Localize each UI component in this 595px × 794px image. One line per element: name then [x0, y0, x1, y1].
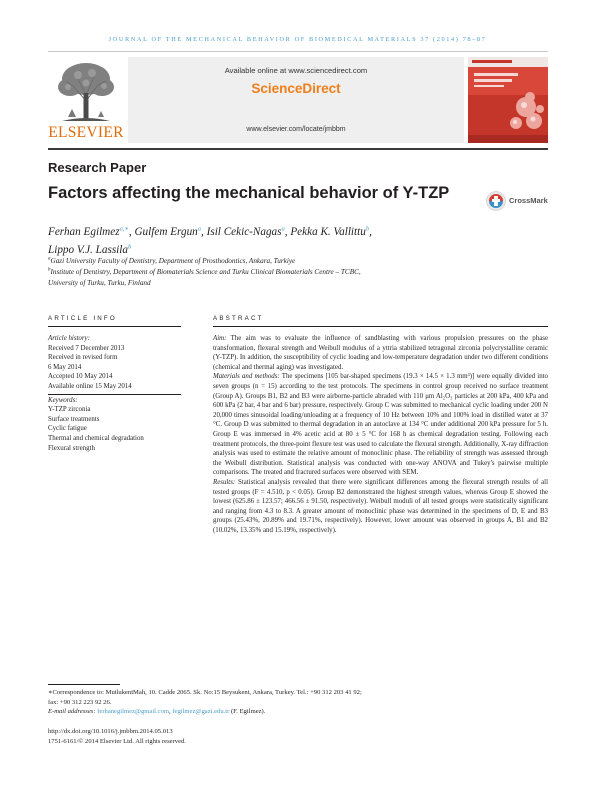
author-affil-mark: a,∗ [119, 225, 129, 233]
keyword-item: Y-TZP zirconia [48, 406, 91, 414]
keywords-label: Keywords: [48, 396, 78, 404]
email-line [48, 707, 548, 717]
author-name[interactable]: Ferhan Egilmez [48, 226, 120, 238]
affiliation-line [48, 267, 548, 278]
keyword-item: Surface treatments [48, 415, 100, 423]
author-name[interactable]: Lippo V.J. Lassila [48, 243, 128, 256]
doi-link[interactable]: http://dx.doi.org/10.1016/j.jmbbm.2014.05.013 [48, 728, 173, 735]
history-item: 6 May 2014 [48, 363, 82, 371]
abstract-section-text: The aim was to evaluate the influence of sandblasting with various propulsion pressures on the phase transformation, flexural strength and Weibull modulus of a yttria stabilized tetragonal zirconia polycrystalline ceramic (Y-TZP). In addition, the susceptibility of cyclic loading and low-temperature degradation under two different conditions (chemical and thermal aging) was investigated. [213, 335, 548, 371]
history-item: Received in revised form [48, 354, 118, 362]
affiliations [48, 256, 548, 289]
author-affil-mark: a [281, 225, 285, 233]
crossmark-badge[interactable] [486, 191, 548, 211]
history-item: Accepted 10 May 2014 [48, 373, 113, 381]
abstract-section-label: Materials and methods: [213, 373, 280, 381]
journal-url[interactable]: www.elsevier.com/locate/jmbbm [246, 126, 346, 133]
abstract-paragraph [213, 334, 548, 372]
header-thick-divider [48, 148, 548, 150]
abstract-heading: ABSTRACT [213, 315, 264, 322]
elsevier-wordmark: ELSEVIER [48, 124, 124, 141]
article-title: Factors affecting the mechanical behavior of Y-TZP [48, 184, 450, 202]
article-info-divider [48, 326, 181, 327]
author-separator: , [369, 226, 372, 238]
article-info-heading: ARTICLE INFO [48, 315, 117, 322]
email-link[interactable]: ferhanegilmez@gmail.com [97, 708, 170, 715]
affiliation-mark: b [48, 267, 51, 273]
affiliation-text: Gazi University Faculty of Dentistry, Department of Prosthodontics, Ankara, Turkiye [50, 257, 296, 265]
footnote-divider [48, 684, 120, 685]
author-name[interactable]: Isil Cekic-Nagas [206, 226, 282, 238]
author-affil-mark: b [128, 242, 132, 250]
crossmark-icon [486, 191, 506, 211]
journal-cover-image [468, 57, 548, 143]
correspondence-footnote [48, 688, 548, 717]
keyword-item: Thermal and chemical degradation [48, 434, 144, 442]
crossmark-label: CrossMark [509, 196, 548, 205]
author-separator: , [128, 226, 135, 238]
affiliation-text: University of Turku, Turku, Finland [48, 279, 151, 287]
article-type: Research Paper [48, 160, 147, 175]
info-thin-divider [48, 394, 181, 395]
author-list [48, 224, 548, 259]
history-item: Available online 15 May 2014 [48, 382, 132, 390]
affiliation-mark: a [48, 256, 51, 262]
author-affil-mark: a [197, 225, 202, 233]
abstract-paragraph [213, 478, 548, 536]
author-name[interactable]: Pekka K. Vallittu [290, 226, 366, 238]
keyword-item: Flexural strength [48, 444, 95, 452]
history-item: Received 7 December 2013 [48, 344, 125, 352]
sciencedirect-logo: ScienceDirect [251, 81, 341, 96]
author-separator: , [284, 226, 291, 238]
doi-block [48, 727, 548, 746]
correspondence-line: ∗Correspondence to: MutlukentMah, 10. Cadde 2065. Sk. No:15 Beysukent, Ankara, Turkey. Tel.: +90 312 203 41 92; [48, 689, 362, 696]
affiliation-line [48, 278, 548, 289]
journal-header: JOURNAL OF THE MECHANICAL BEHAVIOR OF BIOMEDICAL MATERIALS 37 (2014) 78–87 [108, 36, 487, 43]
fax-line: fax: +90 312 223 92 26. [48, 698, 112, 706]
affiliation-line [48, 256, 548, 267]
history-label: Article history: [48, 335, 90, 342]
keyword-item: Cyclic fatigue [48, 425, 87, 433]
header-divider [48, 51, 548, 52]
abstract-divider [213, 326, 548, 327]
author-separator: , [201, 226, 207, 238]
author-name[interactable]: Gulfem Ergun [134, 226, 198, 238]
email-separator: , [169, 708, 173, 715]
abstract-section-text: Statistical analysis revealed that there were significant differences among the flexural strength results of all tested groups (F = 4.510, p < 0.05). Group B2 demonstrated the highest strength values, whereas Group E showed the lowest (625.86 ± 123.57; 466.56 ± 91.50, respectively). Weibull moduli of all tested groups were statistically significant and ranging from 4.3 to 8.3. A greater amount of monoclinic phase was determined in the specimens of D, E and B3 groups (25.43%, 20.89% and 19.71%, respectively). However, lower amount was observed in groups A, B1 and B2 (10.02%, 13.35% and 15.19%, respectively). [213, 478, 548, 534]
available-online-text: Available online at www.sciencedirect.com [224, 66, 368, 75]
email-suffix: (F. Egilmez). [229, 708, 266, 715]
affiliation-text: Institute of Dentistry, Department of Biomaterials Science and Turku Clinical Biomaterials Centre – TCBC, [50, 268, 361, 276]
author-affil-mark: b [365, 225, 370, 233]
abstract-section-label: Results: [213, 478, 236, 486]
copyright-line: 1751-6161/© 2014 Elsevier Ltd. All rights reserved. [48, 737, 186, 745]
email-link[interactable]: fegilmez@gazi.edu.tr [172, 708, 230, 715]
abstract-section-label: Aim: [213, 335, 227, 342]
abstract-paragraph [213, 372, 548, 478]
email-label: E-mail addresses: [48, 708, 96, 715]
article-info-body [48, 334, 181, 453]
abstract-body [213, 334, 548, 535]
abstract-section-text: The specimens [105 bar-shaped specimens (19.3 × 14.5 × 1.3 mm³)] were equally divided into seven groups (n = 15) according to the test protocols. The specimens in control group received no surface treatment (Group A). Groups B1, B2 and B3 were airborne-particle abraded with 110 μm Al₂O₃ particles at 200 kPa, 400 kPa and 600 kPa (2 bar, 4 bar and 6 bar) pressure, respectively. Group C was submitted to mechanical cyclic loading under 200 N 20,000 times sinusoidal loading/unloading at a frequency of 10 Hz between 10% and 100% load in distilled water at 37 °C. Group D was submitted to thermal degradation in an autoclave at 134 °C under additional 200 kPa pressure for 5 h. Group E was immersed in 4% acetic acid at 80 ± 5 °C for 168 h as chemical degradation testing. Following each treatment protocols, the three-point flexure test was used to calculate the flexural strength. Additionally, X-ray diffraction analysis was used to estimate the relative amount of monoclinic phase. The reliability of strength was assessed through the Weibull distribution. Statistical analysis was conducted with one-way ANOVA and Tukey's pairwise multiple comparisons. The treated and fractured surfaces were observed with SEM. [213, 373, 548, 477]
